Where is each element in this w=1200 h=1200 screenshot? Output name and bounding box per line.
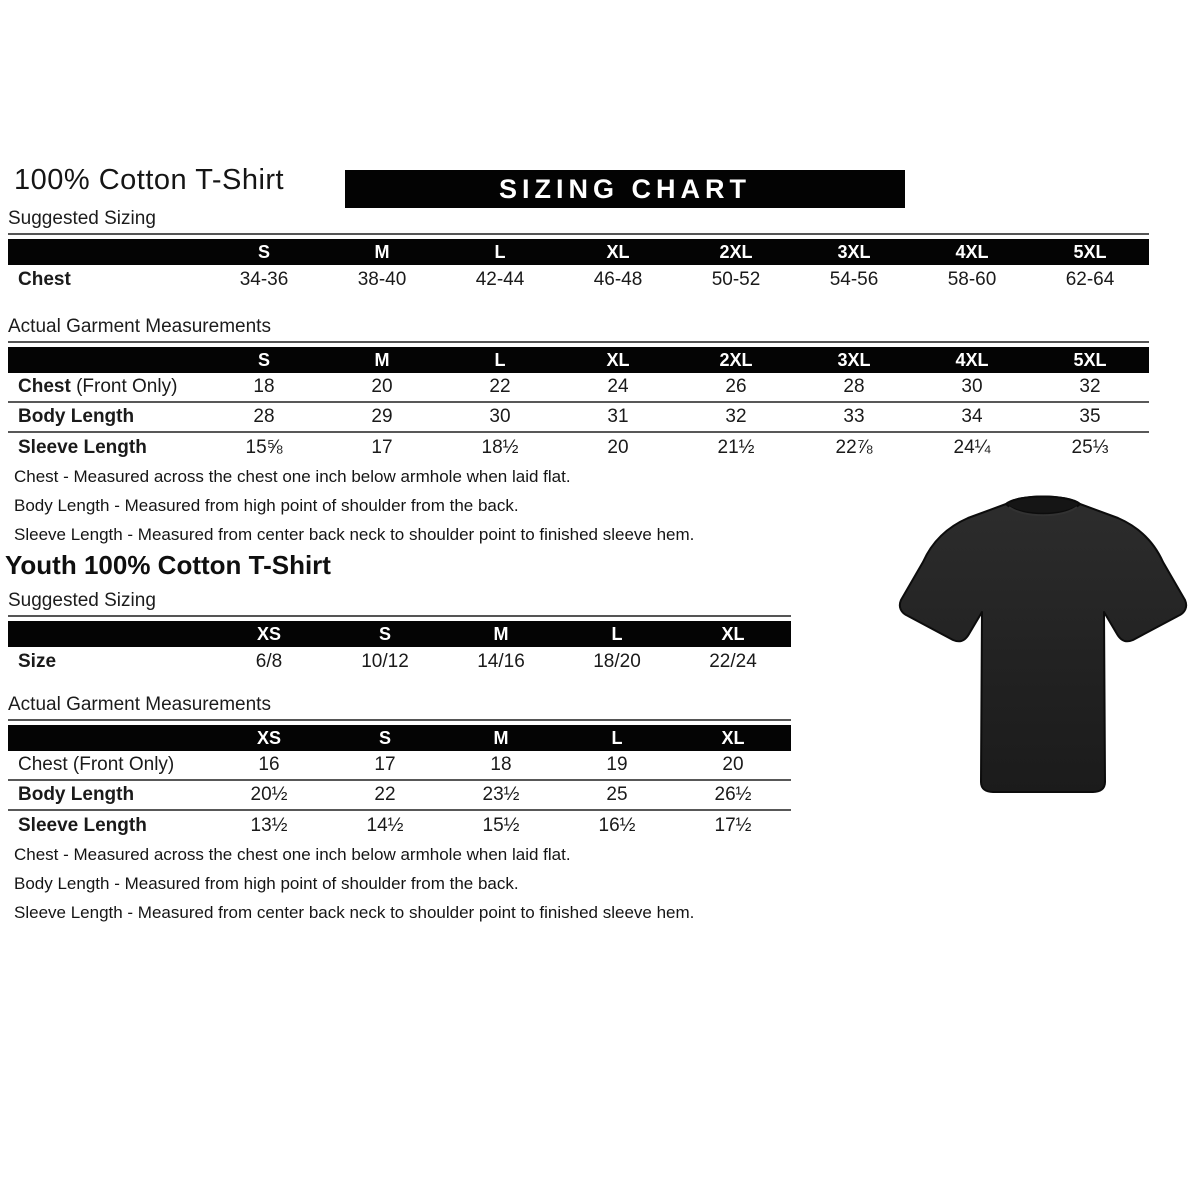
cell: 18 [443, 751, 559, 781]
cell: 28 [205, 403, 323, 433]
sizing-chart-banner-label: SIZING CHART [499, 173, 751, 204]
cell: 16 [211, 751, 327, 781]
cell: 24¼ [953, 437, 991, 458]
cell: 19 [559, 751, 675, 781]
note-line: Chest - Measured across the chest one inch below armhole when laid flat. [14, 845, 571, 864]
tshirt-body-shape [900, 497, 1186, 793]
empty-header-cell [8, 239, 205, 265]
row-label: Chest (Front Only) [8, 373, 205, 403]
table-header-row [8, 725, 791, 751]
col-header: S [327, 621, 443, 647]
cell: 17 [371, 437, 393, 458]
cell: 25⅓ [1071, 437, 1109, 458]
cell: 22 [327, 781, 443, 811]
note-line: Chest - Measured across the chest one inch below armhole when laid flat. [14, 467, 571, 486]
actual-measurements-label: Actual Garment Measurements [8, 316, 271, 337]
empty-header-cell [8, 347, 205, 373]
table-header-row [8, 347, 1149, 373]
col-header: 3XL [795, 239, 913, 265]
cell: 20½ [211, 781, 327, 811]
col-header: 4XL [913, 347, 1031, 373]
cell: 20 [675, 751, 791, 781]
actual-measurements-label: Actual Garment Measurements [8, 694, 271, 715]
empty-header-cell [8, 725, 211, 751]
table-row [8, 811, 791, 841]
table-row [8, 265, 1149, 295]
divider [8, 341, 1149, 343]
adult-actual-section [8, 316, 1149, 463]
cell: 18/20 [593, 651, 641, 672]
col-header: M [443, 725, 559, 751]
cell: 25 [559, 781, 675, 811]
col-header: L [441, 239, 559, 265]
cell: 30 [913, 373, 1031, 403]
col-header: 2XL [677, 347, 795, 373]
cell: 54-56 [829, 269, 879, 290]
cell: 32 [1031, 373, 1149, 403]
cell: 16½ [598, 815, 636, 836]
cell: 50-52 [711, 269, 761, 290]
cell: 32 [677, 403, 795, 433]
note-line: Sleeve Length - Measured from center back neck to shoulder point to finished sleeve hem. [14, 525, 695, 544]
col-header: XL [559, 239, 677, 265]
note-line: Body Length - Measured from high point of shoulder from the back. [14, 874, 519, 893]
youth-measurement-notes [14, 840, 694, 927]
note-line: Body Length - Measured from high point of shoulder from the back. [14, 496, 519, 515]
page-title: 100% Cotton T-Shirt [14, 164, 285, 196]
cell: 33 [795, 403, 913, 433]
cell: 14½ [366, 815, 404, 836]
col-header: 5XL [1031, 239, 1149, 265]
cell: 34-36 [239, 269, 289, 290]
col-header: M [323, 347, 441, 373]
col-header: XS [211, 725, 327, 751]
cell: 20 [323, 373, 441, 403]
cell: 18 [205, 373, 323, 403]
row-label: Sleeve Length [18, 437, 147, 458]
youth-actual-table [8, 725, 791, 841]
note-line: Sleeve Length - Measured from center back neck to shoulder point to finished sleeve hem. [14, 903, 695, 922]
row-label: Size [18, 651, 57, 672]
col-header: 5XL [1031, 347, 1149, 373]
cell: 35 [1031, 403, 1149, 433]
adult-suggested-section [8, 208, 1149, 295]
col-header: S [205, 239, 323, 265]
col-header: L [441, 347, 559, 373]
cell: 28 [795, 373, 913, 403]
table-row [8, 403, 1149, 433]
col-header: XL [675, 725, 791, 751]
adult-measurement-notes [14, 462, 694, 549]
col-header: XL [559, 347, 677, 373]
table-header-row [8, 621, 791, 647]
cell: 58-60 [947, 269, 997, 290]
cell: 17½ [714, 815, 752, 836]
tshirt-image [893, 486, 1193, 806]
divider [8, 233, 1149, 235]
cell: 15½ [482, 815, 520, 836]
table-row [8, 373, 1149, 403]
divider [8, 615, 791, 617]
col-header: 3XL [795, 347, 913, 373]
cell: 62-64 [1065, 269, 1115, 290]
cell: 31 [559, 403, 677, 433]
suggested-sizing-label: Suggested Sizing [8, 208, 156, 229]
col-header: 2XL [677, 239, 795, 265]
adult-actual-table [8, 347, 1149, 463]
table-header-row [8, 239, 1149, 265]
youth-suggested-section [8, 590, 791, 677]
table-row [8, 751, 791, 781]
adult-suggested-table [8, 239, 1149, 295]
table-row [8, 433, 1149, 463]
cell: 10/12 [361, 651, 409, 672]
col-header: S [205, 347, 323, 373]
row-label: Body Length [8, 403, 205, 433]
cell: 38-40 [357, 269, 407, 290]
cell: 26 [677, 373, 795, 403]
cell: 24 [559, 373, 677, 403]
cell: 22/24 [709, 651, 757, 672]
youth-suggested-table [8, 621, 791, 677]
cell: 42-44 [475, 269, 525, 290]
cell: 26½ [675, 781, 791, 811]
cell: 6/8 [255, 651, 283, 672]
cell: 23½ [443, 781, 559, 811]
cell: 22⅞ [835, 437, 873, 458]
cell: 22 [441, 373, 559, 403]
cell: 13½ [250, 815, 288, 836]
col-header: XS [211, 621, 327, 647]
cell: 21½ [717, 437, 755, 458]
cell: 29 [323, 403, 441, 433]
row-label: Chest [18, 269, 71, 290]
cell: 34 [913, 403, 1031, 433]
col-header: L [559, 725, 675, 751]
suggested-sizing-label: Suggested Sizing [8, 590, 156, 611]
empty-header-cell [8, 621, 211, 647]
cell: 15⅝ [245, 437, 283, 458]
row-label: Sleeve Length [18, 815, 147, 836]
table-row [8, 781, 791, 811]
youth-actual-section [8, 694, 791, 841]
col-header: L [559, 621, 675, 647]
col-header: 4XL [913, 239, 1031, 265]
row-label: Body Length [8, 781, 211, 811]
cell: 46-48 [593, 269, 643, 290]
cell: 30 [441, 403, 559, 433]
sizing-chart-banner [345, 170, 905, 208]
row-label: Chest (Front Only) [8, 751, 211, 781]
divider [8, 719, 791, 721]
col-header: S [327, 725, 443, 751]
col-header: XL [675, 621, 791, 647]
cell: 18½ [481, 437, 519, 458]
col-header: M [323, 239, 441, 265]
youth-section-title: Youth 100% Cotton T-Shirt [5, 550, 331, 580]
table-row [8, 647, 791, 677]
col-header: M [443, 621, 559, 647]
cell: 14/16 [477, 651, 525, 672]
cell: 20 [607, 437, 629, 458]
cell: 17 [327, 751, 443, 781]
